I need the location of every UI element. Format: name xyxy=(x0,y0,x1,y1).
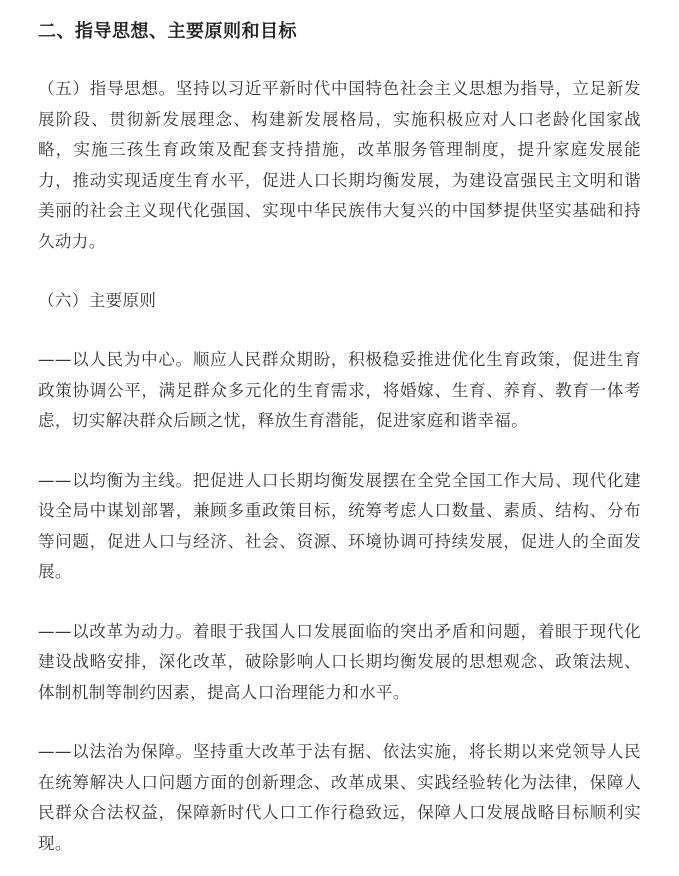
principle-people-centered: ——以人民为中心。顺应人民群众期盼，积极稳妥推进优化生育政策，促进生育政策协调公平，满足群众多元化的生育需求，将婚嫁、生育、养育、教育一体考虑，切实解决群众后顾之忧，释放生育潜能，促进家庭和谐幸福。 xyxy=(38,350,641,430)
principle-reform: ——以改革为动力。着眼于我国人口发展面临的突出矛盾和问题，着眼于现代化建设战略安排，深化改革，破除影响人口长期均衡发展的思想观念、政策法规、体制机制等制约因素，提高人口治理能力和水平。 xyxy=(38,621,641,702)
section-heading: 二、指导思想、主要原则和目标 xyxy=(38,21,297,42)
principle-balance: ——以均衡为主线。把促进人口长期均衡发展摆在全党全国工作大局、现代化建设全局中谋划部署，兼顾多重政策目标，统筹考虑人口数量、素质、结构、分布等问题，促进人口与经济、社会、资源、环境协调可持续发展，促进人的全面发展。 xyxy=(38,470,641,581)
guiding-ideology-paragraph: （五）指导思想。坚持以习近平新时代中国特色社会主义思想为指导，立足新发展阶段、贯彻新发展理念、构建新发展格局，实施积极应对人口老龄化国家战略，实施三孩生育政策及配套支持措施，改革服务管理制度，提升家庭发展能力，推动实现适度生育水平，促进人口长期均衡发展，为建设富强民主文明和谐美丽的社会主义现代化强国、实现中华民族伟大复兴的中国梦提供坚实基础和持久动力。 xyxy=(38,79,641,251)
principles-heading: （六）主要原则 xyxy=(38,291,157,310)
principle-rule-of-law: ——以法治为保障。坚持重大改革于法有据、依法实施，将长期以来党领导人民在统筹解决人口问题方面的创新理念、改革成果、实践经验转化为法律，保障人民群众合法权益，保障新时代人口工作行稳致远，保障人口发展战略目标顺利实现。 xyxy=(38,742,641,853)
